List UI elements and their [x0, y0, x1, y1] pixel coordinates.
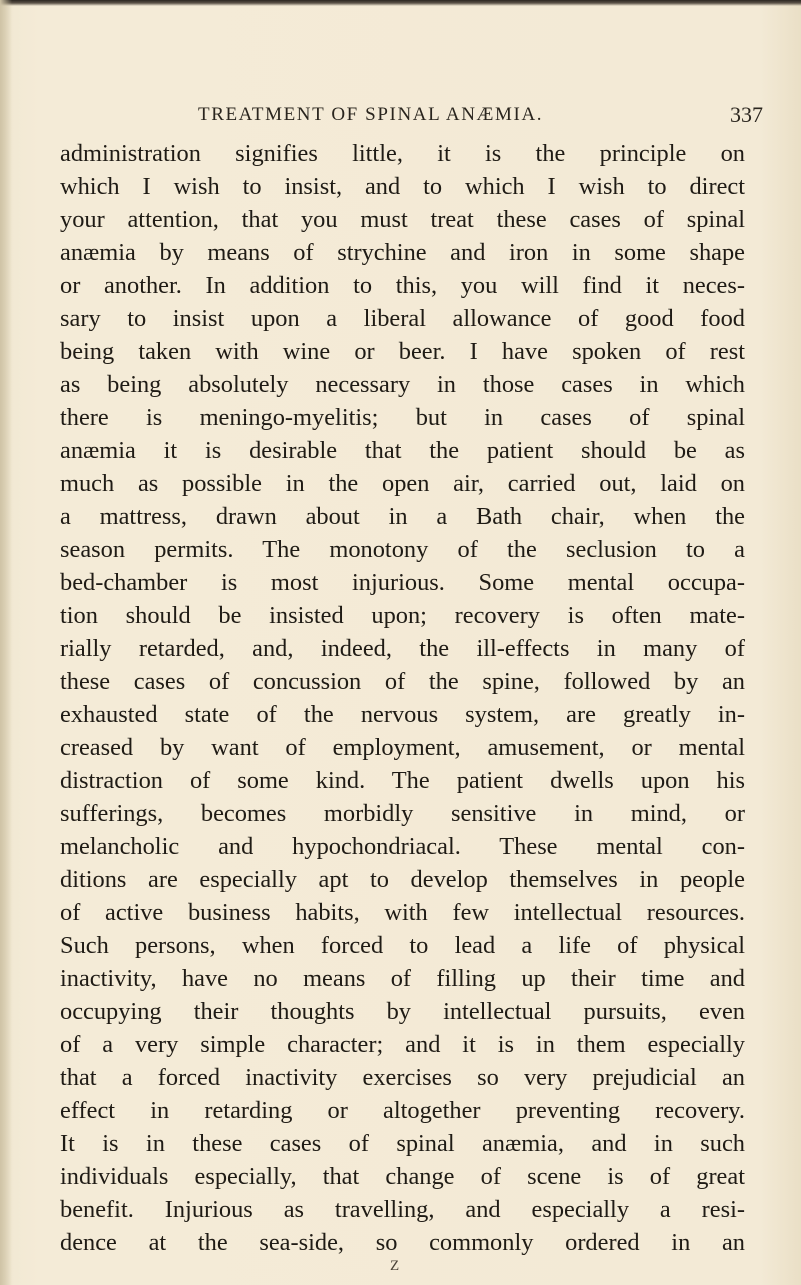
text-line: much as possible in the open air, carried out, laid on — [60, 470, 745, 497]
text-line: being taken with wine or beer. I have spoken of rest — [60, 338, 745, 365]
text-line: anæmia it is desirable that the patient should be as — [60, 437, 745, 464]
text-line: or another. In addition to this, you will find it neces- — [60, 272, 745, 299]
text-line: that a forced inactivity exercises so very prejudicial an — [60, 1064, 745, 1091]
text-line: exhausted state of the nervous system, are greatly in- — [60, 701, 745, 728]
text-line: effect in retarding or altogether preventing recovery. — [60, 1097, 745, 1124]
text-line: a mattress, drawn about in a Bath chair, when the — [60, 503, 745, 530]
text-line: distraction of some kind. The patient dwells upon his — [60, 767, 745, 794]
text-line: tion should be insisted upon; recovery is often mate- — [60, 602, 745, 629]
text-line: inactivity, have no means of filling up their time and — [60, 965, 745, 992]
text-line: these cases of concussion of the spine, followed by an — [60, 668, 745, 695]
signature-mark: Z — [390, 1258, 400, 1274]
text-line: there is meningo-myelitis; but in cases of spinal — [60, 404, 745, 431]
text-line: sufferings, becomes morbidly sensitive in mind, or — [60, 800, 745, 827]
running-title: TREATMENT OF SPINAL ANÆMIA. — [198, 104, 544, 125]
text-line: as being absolutely necessary in those cases in which — [60, 371, 745, 398]
text-line: of active business habits, with few intellectual resources. — [60, 899, 745, 926]
text-line: melancholic and hypochondriacal. These mental con- — [60, 833, 745, 860]
text-line: anæmia by means of strychine and iron in some shape — [60, 239, 745, 266]
text-line: sary to insist upon a liberal allowance of good food — [60, 305, 745, 332]
text-line: season permits. The monotony of the seclusion to a — [60, 536, 745, 563]
text-line: bed-chamber is most injurious. Some mental occupa- — [60, 569, 745, 596]
text-line: Such persons, when forced to lead a life of physical — [60, 932, 745, 959]
text-line: ditions are especially apt to develop themselves in people — [60, 866, 745, 893]
text-line: It is in these cases of spinal anæmia, and in such — [60, 1130, 745, 1157]
text-line: creased by want of employment, amusement, or mental — [60, 734, 745, 761]
text-line: dence at the sea-side, so commonly ordered in an — [60, 1229, 745, 1256]
text-line: your attention, that you must treat these cases of spinal — [60, 206, 745, 233]
text-line: rially retarded, and, indeed, the ill-effects in many of — [60, 635, 745, 662]
text-line: administration signifies little, it is the principle on — [60, 140, 745, 167]
text-line: of a very simple character; and it is in them especially — [60, 1031, 745, 1058]
text-line: occupying their thoughts by intellectual pursuits, even — [60, 998, 745, 1025]
text-line: individuals especially, that change of scene is of great — [60, 1163, 745, 1190]
page-number: 337 — [730, 102, 763, 127]
text-line: benefit. Injurious as travelling, and especially a resi- — [60, 1196, 745, 1223]
text-line: which I wish to insist, and to which I wish to direct — [60, 173, 745, 200]
